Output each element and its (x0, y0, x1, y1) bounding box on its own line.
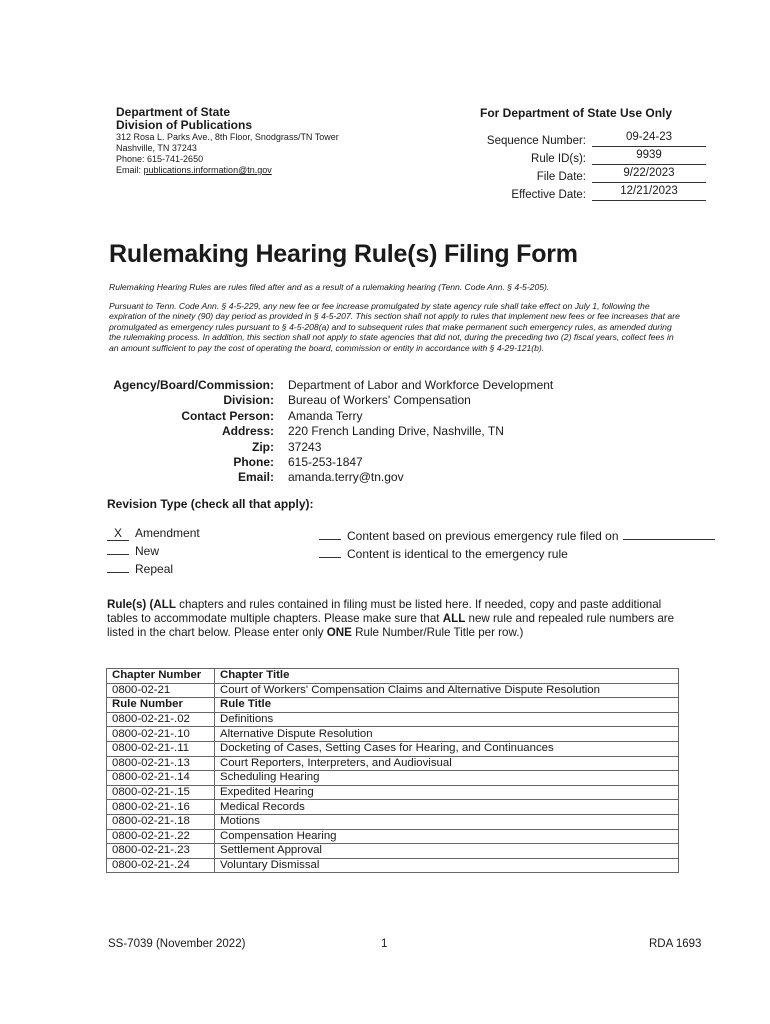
table-row (107, 771, 679, 786)
emergency-based-checkbox[interactable] (319, 526, 341, 540)
rule-title: Definitions (215, 712, 679, 727)
file-date-label: File Date: (536, 171, 586, 183)
file-date-row (480, 166, 706, 183)
repeal-checkbox[interactable] (107, 559, 129, 573)
rule-number: 0800-02-21-.18 (107, 814, 215, 829)
rules-instructions (107, 598, 693, 640)
rule-number: 0800-02-21-.15 (107, 785, 215, 800)
dept-email-link[interactable]: publications.information@tn.gov (143, 165, 272, 175)
file-date-value: 9/22/2023 (592, 167, 706, 183)
chapter-title: Court of Workers' Compensation Claims and Alternative Dispute Resolution (215, 683, 679, 698)
revision-option-new[interactable] (107, 541, 200, 559)
rule-header-row (107, 698, 679, 713)
division-label: Division: (223, 393, 274, 408)
table-row (107, 858, 679, 873)
rule-title: Voluntary Dismissal (215, 858, 679, 873)
phone-row (112, 455, 553, 470)
sequence-number-row (480, 130, 706, 147)
page-title: Rulemaking Hearing Rule(s) Filing Form (109, 240, 578, 268)
phone-label: Phone: (233, 455, 274, 470)
dept-address: 312 Rosa L. Parks Ave., 8th Floor, Snodgrass/TN Tower (116, 132, 339, 142)
rule-title: Docketing of Cases, Setting Cases for Hearing, and Continuances (215, 741, 679, 756)
effective-date-value: 12/21/2023 (592, 185, 706, 201)
chapter-number: 0800-02-21 (107, 683, 215, 698)
zip-label: Zip: (252, 439, 274, 454)
revision-option-emergency-based[interactable] (319, 526, 715, 544)
header-left (116, 106, 339, 176)
chapter-header-row (107, 669, 679, 684)
rule-title-header: Rule Title (215, 698, 679, 713)
rules-note-all-1: ALL (153, 598, 176, 611)
rule-number: 0800-02-21-.11 (107, 741, 215, 756)
rule-title: Medical Records (215, 800, 679, 815)
rule-id-value: 9939 (592, 149, 706, 165)
chapter-number-header: Chapter Number (107, 669, 215, 684)
state-use-title: For Department of State Use Only (480, 106, 673, 120)
rules-note-mid-2: new rule and repealed rule numbers are listed in the chart below. Please enter only (107, 612, 675, 639)
revision-option-emergency-identical[interactable] (319, 544, 715, 562)
rule-title: Expedited Hearing (215, 785, 679, 800)
intro-paragraph-1: Rulemaking Hearing Rules are rules filed after and as a result of a rulemaking hearing (Tenn. Code Ann. § 4-5-205). (109, 282, 550, 292)
table-row (107, 756, 679, 771)
rule-number: 0800-02-21-.24 (107, 858, 215, 873)
contact-value: Amanda Terry (288, 408, 363, 423)
rule-number: 0800-02-21-.13 (107, 756, 215, 771)
agency-info (112, 378, 553, 486)
rule-title: Motions (215, 814, 679, 829)
division-row (112, 393, 553, 408)
rule-number: 0800-02-21-.10 (107, 727, 215, 742)
email-label: Email: (237, 470, 274, 485)
rule-number: 0800-02-21-.14 (107, 771, 215, 786)
repeal-label: Repeal (135, 562, 174, 576)
rule-title: Compensation Hearing (215, 829, 679, 844)
dept-name: Department of State (116, 105, 231, 119)
table-row (107, 829, 679, 844)
table-row (107, 800, 679, 815)
footer-form-number: SS-7039 (November 2022) (108, 938, 246, 950)
table-row (107, 785, 679, 800)
table-row (107, 727, 679, 742)
division-name: Division of Publications (116, 118, 253, 132)
rules-note-one: ONE (326, 626, 352, 639)
emergency-based-label: Content based on previous emergency rule filed on (347, 529, 619, 543)
revision-option-repeal[interactable] (107, 559, 200, 577)
chapter-title-header: Chapter Title (215, 669, 679, 684)
email-row (112, 470, 553, 485)
table-row (107, 814, 679, 829)
new-label: New (135, 544, 160, 558)
rules-note-end: Rule Number/Rule Title per row.) (351, 626, 524, 639)
footer-page-number: 1 (381, 938, 388, 950)
rule-title: Court Reporters, Interpreters, and Audiovisual (215, 756, 679, 771)
zip-row (112, 440, 553, 455)
agency-label: Agency/Board/Commission: (113, 378, 274, 392)
table-row (107, 741, 679, 756)
agency-value: Department of Labor and Workforce Development (288, 378, 554, 392)
chapter-row (107, 683, 679, 698)
agency-row (112, 378, 553, 393)
state-use-box (480, 106, 706, 202)
dept-email-label: Email: (116, 165, 144, 175)
emergency-identical-label: Content is identical to the emergency rule (347, 547, 568, 561)
dept-phone: Phone: 615-741-2650 (116, 154, 204, 164)
zip-value: 37243 (288, 439, 322, 454)
rule-id-row (480, 148, 706, 165)
rules-table (106, 668, 679, 873)
revision-options-left (107, 526, 200, 577)
sequence-number-value: 09-24-23 (592, 131, 706, 147)
revision-type-heading: Revision Type (check all that apply): (107, 497, 314, 511)
dept-email-line (116, 165, 339, 176)
effective-date-row (480, 184, 706, 201)
new-checkbox[interactable] (107, 541, 129, 555)
phone-value: 615-253-1847 (288, 455, 363, 470)
rule-number-header: Rule Number (107, 698, 215, 713)
rule-title: Settlement Approval (215, 844, 679, 859)
address-value: 220 French Landing Drive, Nashville, TN (288, 424, 504, 439)
rule-id-label: Rule ID(s): (531, 153, 586, 165)
rule-number: 0800-02-21-.22 (107, 829, 215, 844)
address-label: Address: (221, 424, 274, 439)
rules-note-all-2: ALL (442, 612, 466, 625)
intro-text (109, 282, 681, 362)
rules-note-mid-1: chapters and rules contained in filing must be listed here. If needed, copy and paste additional tables to accommodate multiple chapters. Please make sure that (107, 598, 662, 625)
intro-paragraph-2: Pursuant to Tenn. Code Ann. § 4-5-229, any new fee or fee increase promulgated by state agency rule shall take effect on July 1, following the expiration of the ninety (90) day period as provided in § 4-5-207. This section shall not apply to rules that implement new fees or fee increases that are promulgated as emergency rules pursuant to § 4-5-208(a) and to subsequent rules that make permanent such emergency rules, as amended during the rulemaking process. In addition, this section shall not apply to state agencies that did not, during the preceding two (2) fiscal years, collect fees in an amount sufficient to pay the cost of operating the board, commission or entity in accordance with § 4-29-121(b). (109, 300, 680, 353)
rule-title: Alternative Dispute Resolution (215, 727, 679, 742)
dept-city: Nashville, TN 37243 (116, 143, 197, 153)
table-row (107, 844, 679, 859)
rule-number: 0800-02-21-.23 (107, 844, 215, 859)
emergency-date-field[interactable] (623, 529, 715, 540)
rule-number: 0800-02-21-.02 (107, 712, 215, 727)
revision-option-amendment[interactable] (107, 526, 200, 541)
division-value: Bureau of Workers' Compensation (288, 393, 471, 408)
contact-label: Contact Person: (181, 408, 274, 423)
rule-title: Scheduling Hearing (215, 771, 679, 786)
amendment-label: Amendment (135, 526, 200, 540)
revision-options-right (319, 526, 715, 562)
contact-row (112, 409, 553, 424)
rule-number: 0800-02-21-.16 (107, 800, 215, 815)
email-value: amanda.terry@tn.gov (288, 470, 404, 485)
sequence-number-label: Sequence Number: (486, 135, 586, 147)
address-row (112, 424, 553, 439)
emergency-identical-checkbox[interactable] (319, 544, 341, 558)
footer-rda: RDA 1693 (649, 938, 702, 950)
table-row (107, 712, 679, 727)
amendment-checkbox[interactable]: X (107, 527, 129, 541)
rules-note-start: Rule(s) ( (107, 598, 154, 611)
effective-date-label: Effective Date: (511, 189, 586, 201)
